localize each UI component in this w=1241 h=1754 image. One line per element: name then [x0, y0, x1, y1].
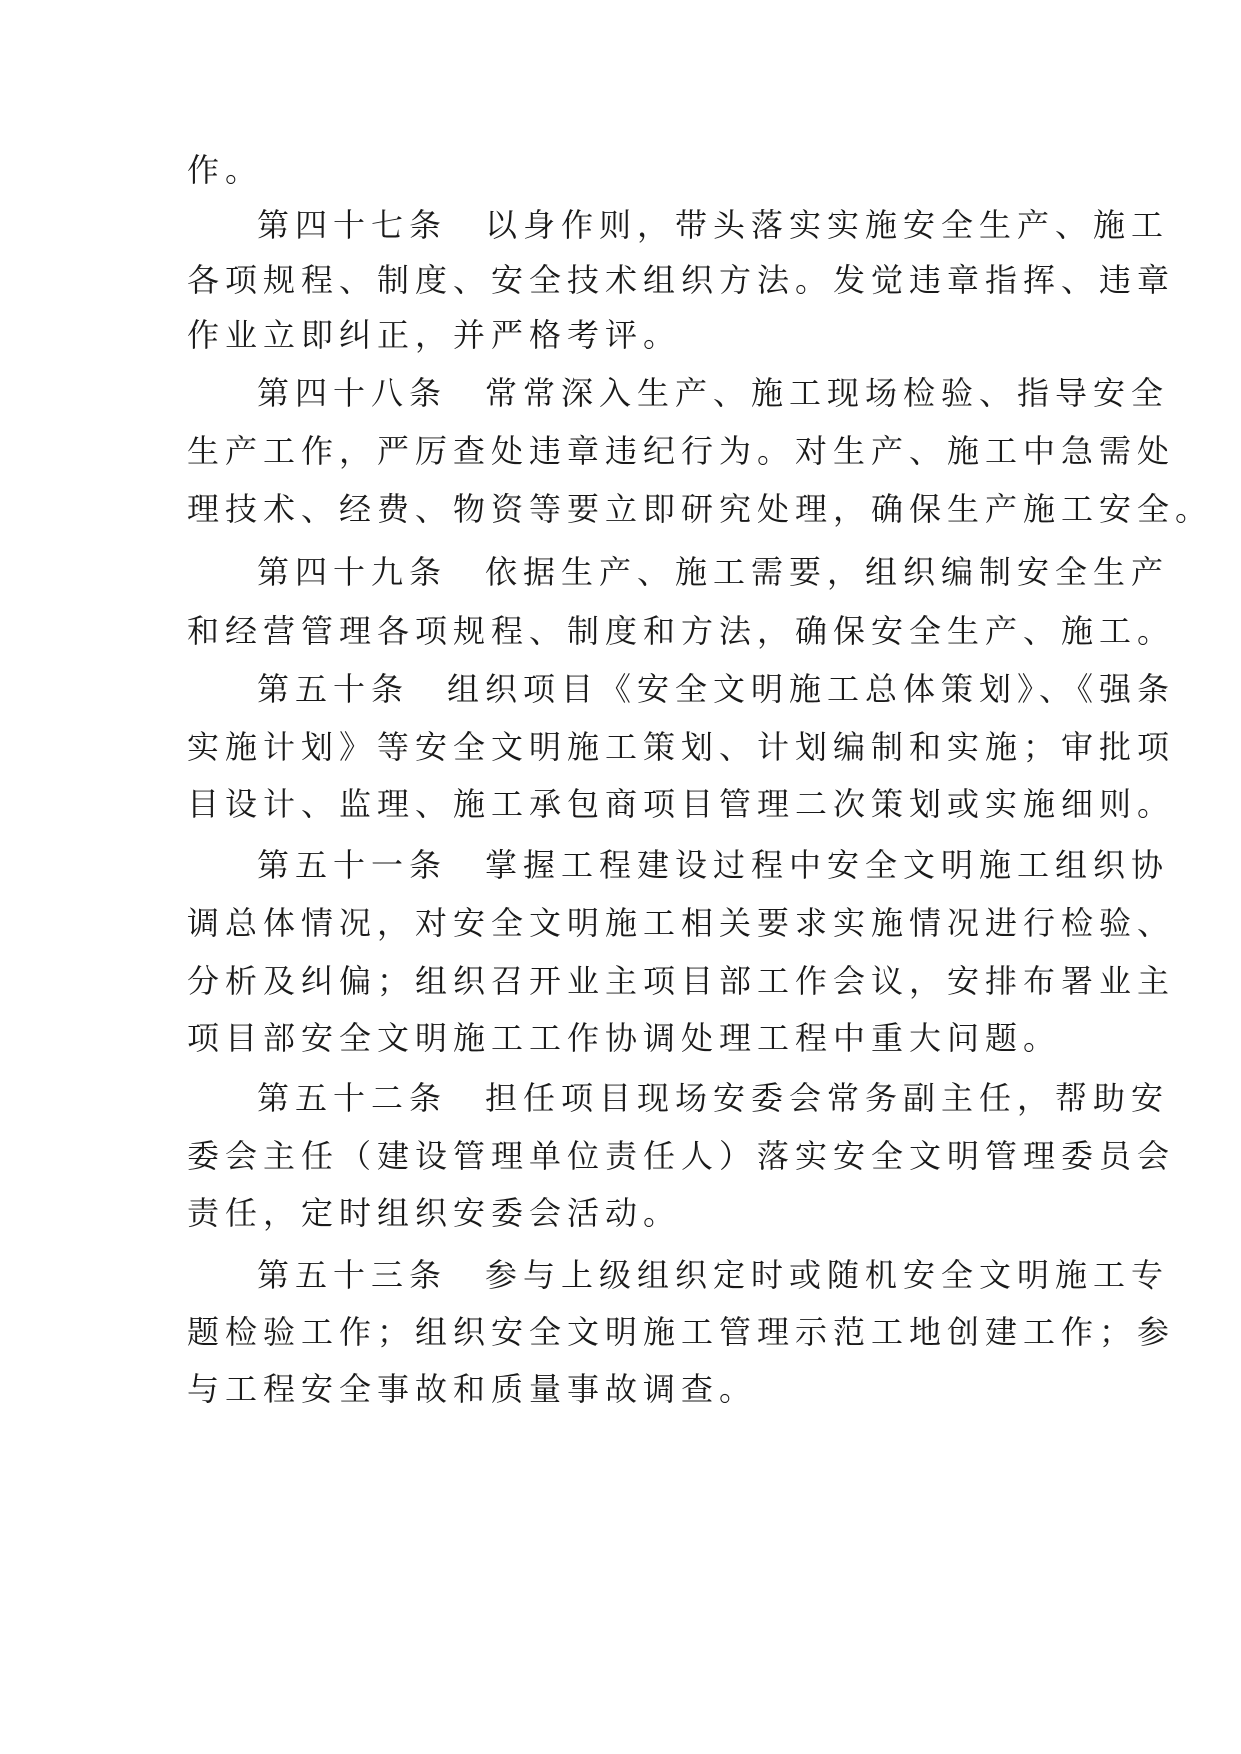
text-line: 实施计划》等安全文明施工策划、计划编制和实施；审批项: [187, 728, 1176, 766]
article-53-heading-line: 第五十三条 参与上级组织定时或随机安全文明施工专: [257, 1256, 1170, 1294]
text-line: 目设计、监理、施工承包商项目管理二次策划或实施细则。: [187, 785, 1176, 823]
text-line: 作。: [187, 151, 264, 189]
text-line: 与工程安全事故和质量事故调查。: [187, 1370, 758, 1408]
text-line: 委会主任（建设管理单位责任人）落实安全文明管理委员会: [187, 1137, 1176, 1175]
text-line: 分析及纠偏；组织召开业主项目部工作会议，安排布署业主: [187, 962, 1176, 1000]
article-50-heading-line: 第五十条 组织项目《安全文明施工总体策划》、《强条: [257, 670, 1176, 708]
article-49-heading-line: 第四十九条 依据生产、施工需要，组织编制安全生产: [257, 553, 1170, 591]
text-line: 和经营管理各项规程、制度和方法，确保安全生产、施工。: [187, 612, 1176, 650]
text-line: 各项规程、制度、安全技术组织方法。发觉违章指挥、违章: [187, 261, 1176, 299]
text-line: 理技术、经费、物资等要立即研究处理，确保生产施工安全。: [187, 490, 1214, 528]
article-51-heading-line: 第五十一条 掌握工程建设过程中安全文明施工组织协: [257, 846, 1170, 884]
article-52-heading-line: 第五十二条 担任项目现场安委会常务副主任，帮助安: [257, 1079, 1170, 1117]
text-line: 调总体情况，对安全文明施工相关要求实施情况进行检验、: [187, 904, 1176, 942]
text-line: 题检验工作；组织安全文明施工管理示范工地创建工作；参: [187, 1313, 1176, 1351]
text-line: 生产工作，严厉查处违章违纪行为。对生产、施工中急需处: [187, 432, 1176, 470]
article-48-heading-line: 第四十八条 常常深入生产、施工现场检验、指导安全: [257, 374, 1170, 412]
text-line: 项目部安全文明施工工作协调处理工程中重大问题。: [187, 1019, 1062, 1057]
article-47-heading-line: 第四十七条 以身作则，带头落实实施安全生产、施工: [257, 206, 1170, 244]
text-line: 责任，定时组织安委会活动。: [187, 1194, 682, 1232]
text-line: 作业立即纠正，并严格考评。: [187, 316, 682, 354]
